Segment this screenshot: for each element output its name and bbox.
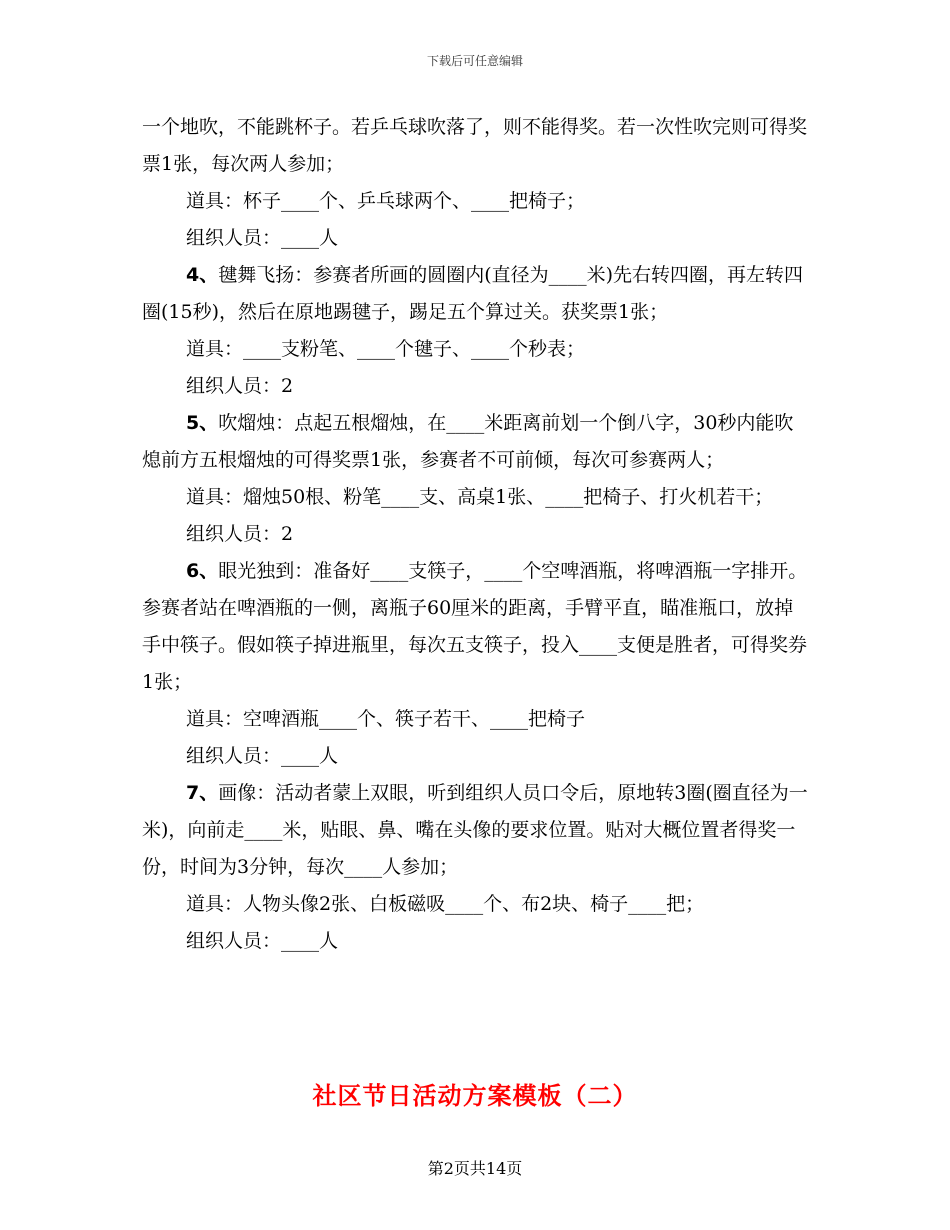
paragraph-text: 眼光独到：准备好____支筷子，____个空啤酒瓶，将啤酒瓶一字排开。参赛者站在啤酒瓶的一侧，离瓶子60厘米的距离，手臂平直，瞄准瓶口，放掉手中筷子。假如筷子掉进瓶里，每次五支筷子，投入____支便是胜者，可得奖券1张； <box>142 560 808 693</box>
paragraph-text: 道具：人物头像2张、白板磁吸____个、布2块、椅子____把； <box>186 893 705 915</box>
paragraph-text: 组织人员：____人 <box>186 227 339 249</box>
paragraph <box>142 701 810 738</box>
paragraph <box>142 368 810 405</box>
paragraph-text: 道具：杯子____个、乒乓球两个、____把椅子； <box>186 190 586 212</box>
paragraph-text: 组织人员：2 <box>186 375 294 397</box>
item-number: 5、 <box>186 412 219 434</box>
paragraph-text: 道具：熘烛50根、粉笔____支、高桌1张、____把椅子、打火机若干； <box>186 486 774 508</box>
paragraph <box>142 479 810 516</box>
paragraph-text: 组织人员：2 <box>186 523 294 545</box>
document-body <box>142 109 810 960</box>
paragraph-text: 毽舞飞扬：参赛者所画的圆圈内(直径为____米)先右转四圈，再左转四圈(15秒)，然后在原地踢毽子，踢足五个算过关。获奖票1张； <box>142 264 804 323</box>
item-number: 7、 <box>186 782 219 804</box>
paragraph <box>142 516 810 553</box>
paragraph-text: 道具：____支粉笔、____个毽子、____个秒表； <box>186 338 586 360</box>
paragraph-text: 画像：活动者蒙上双眼，听到组织人员口令后，原地转3圈(圈直径为一米)，向前走____米，贴眼、鼻、嘴在头像的要求位置。贴对大概位置者得奖一份，时间为3分钟，每次____人参加； <box>142 782 808 878</box>
paragraph <box>142 220 810 257</box>
paragraph <box>142 331 810 368</box>
section-title: 社区节日活动方案模板（二） <box>312 1081 638 1110</box>
paragraph <box>142 923 810 960</box>
page-header: 下载后可任意编辑 <box>426 54 523 68</box>
paragraph <box>142 405 810 479</box>
paragraph <box>142 257 810 331</box>
paragraph-text: 一个地吹，不能跳杯子。若乒乓球吹落了，则不能得奖。若一次性吹完则可得奖票1张，每次两人参加； <box>142 116 808 175</box>
paragraph-text: 道具：空啤酒瓶____个、筷子若干、____把椅子 <box>186 708 586 730</box>
paragraph-text: 组织人员：____人 <box>186 930 339 952</box>
item-number: 6、 <box>186 560 219 582</box>
paragraph-text: 组织人员：____人 <box>186 745 339 767</box>
paragraph <box>142 109 810 183</box>
paragraph-text: 吹熘烛：点起五根熘烛，在____米距离前划一个倒八字，30秒内能吹熄前方五根熘烛的可得奖票1张，参赛者不可前倾，每次可参赛两人； <box>142 412 794 471</box>
paragraph <box>142 738 810 775</box>
paragraph <box>142 886 810 923</box>
paragraph <box>142 775 810 886</box>
item-number: 4、 <box>186 264 219 286</box>
paragraph <box>142 183 810 220</box>
page-footer: 第2页共14页 <box>427 1159 523 1178</box>
paragraph <box>142 553 810 701</box>
